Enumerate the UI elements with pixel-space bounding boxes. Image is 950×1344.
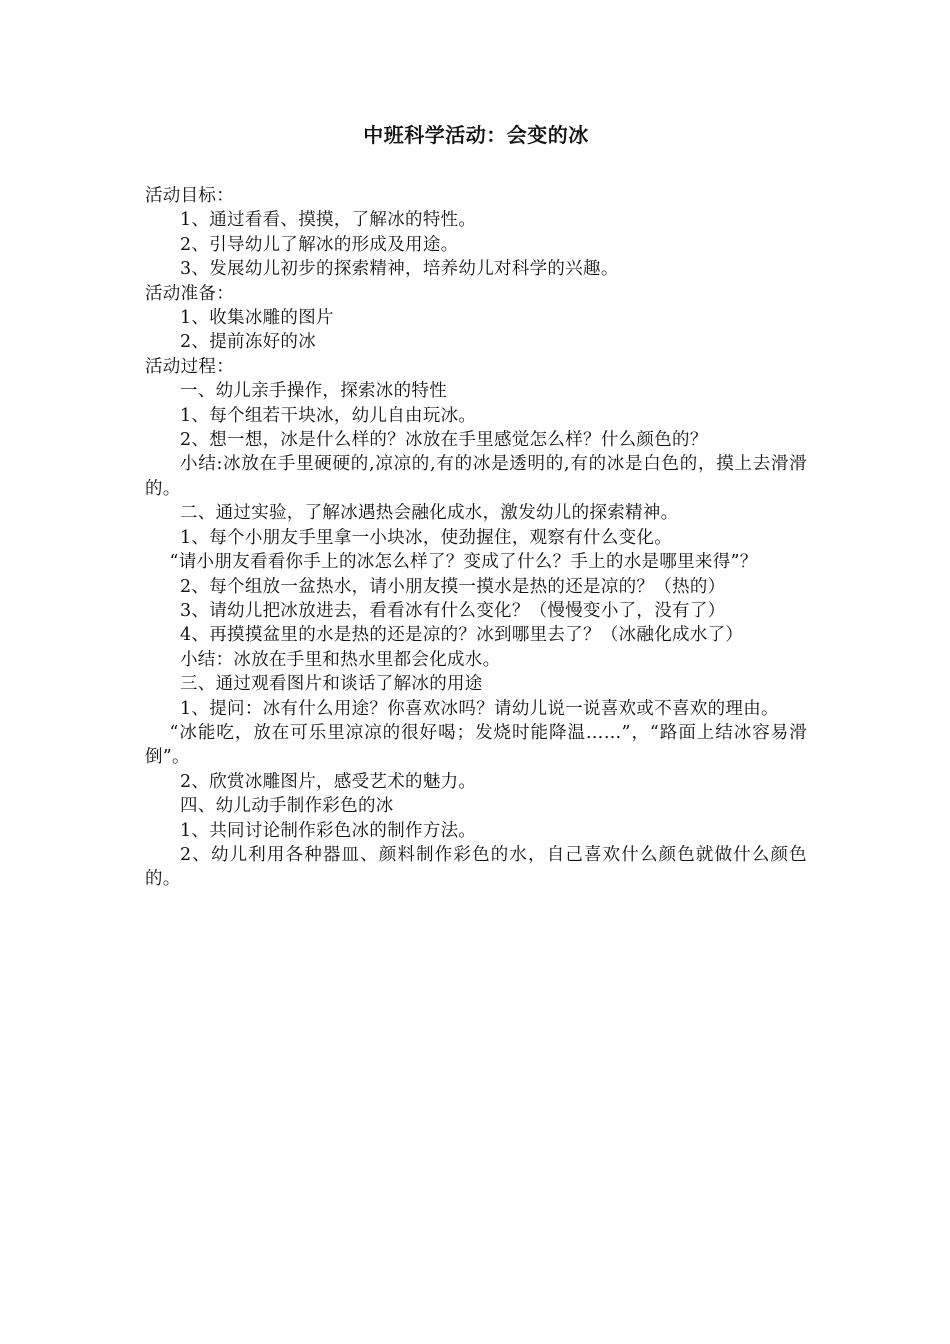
paragraph: 四、幼儿动手制作彩色的冰 (180, 796, 394, 817)
document-title: 中班科学活动：会变的冰 (363, 123, 589, 147)
document-body (145, 184, 807, 892)
section-heading: 活动准备： (145, 283, 234, 304)
paragraph: 2、提前冻好的冰 (180, 332, 317, 353)
paragraph: 2、每个组放一盆热水，请小朋友摸一摸水是热的还是凉的？（热的） (180, 576, 726, 597)
paragraph: 4、再摸摸盆里的水是热的还是凉的？冰到哪里去了？（冰融化成水了） (180, 625, 744, 646)
paragraph: 小结:冰放在手里硬硬的,凉凉的,有的冰是透明的,有的冰是白色的，摸上去滑滑的。 (145, 454, 807, 499)
paragraph: 一、幼儿亲手操作，探索冰的特性 (180, 381, 447, 402)
paragraph: 3、发展幼儿初步的探索精神，培养幼儿对科学的兴趣。 (180, 259, 619, 280)
paragraph: 3、请幼儿把冰放进去，看看冰有什么变化？（慢慢变小了，没有了） (180, 600, 726, 621)
paragraph: 2、引导幼儿了解冰的形成及用途。 (180, 234, 459, 255)
paragraph: 三、通过观看图片和谈话了解冰的用途 (180, 674, 483, 695)
paragraph: 1、每个组若干块冰，幼儿自由玩冰。 (180, 405, 477, 426)
paragraph: 2、欣赏冰雕图片，感受艺术的魅力。 (180, 771, 477, 792)
paragraph: 1、收集冰雕的图片 (180, 308, 334, 329)
section-heading: 活动目标： (145, 186, 234, 206)
paragraph: 二、通过实验，了解冰遇热会融化成水，激发幼儿的探索精神。 (180, 503, 679, 524)
document-page (145, 120, 807, 892)
paragraph: 1、每个小朋友手里拿一小块冰，使劲握住，观察有什么变化。 (180, 527, 673, 548)
paragraph: “请小朋友看看你手上的冰怎么样了？变成了什么？手上的水是哪里来得”？ (169, 552, 758, 573)
paragraph: 2、想一想，冰是什么样的？冰放在手里感觉怎么样？什么颜色的？ (180, 430, 708, 451)
paragraph: “冰能吃，放在可乐里凉凉的很好喝；发烧时能降温……”，“路面上结冰容易滑倒”。 (145, 722, 807, 768)
paragraph: 1、共同讨论制作彩色冰的制作方法。 (180, 820, 477, 841)
paragraph: 1、通过看看、摸摸，了解冰的特性。 (180, 210, 477, 231)
paragraph: 1、提问：冰有什么用途？你喜欢冰吗？请幼儿说一说喜欢或不喜欢的理由。 (180, 698, 779, 719)
paragraph: 2、幼儿利用各种器皿、颜料制作彩色的水，自己喜欢什么颜色就做什么颜色的。 (145, 844, 807, 890)
section-heading: 活动过程： (145, 356, 234, 377)
paragraph: 小结：冰放在手里和热水里都会化成水。 (180, 649, 501, 670)
